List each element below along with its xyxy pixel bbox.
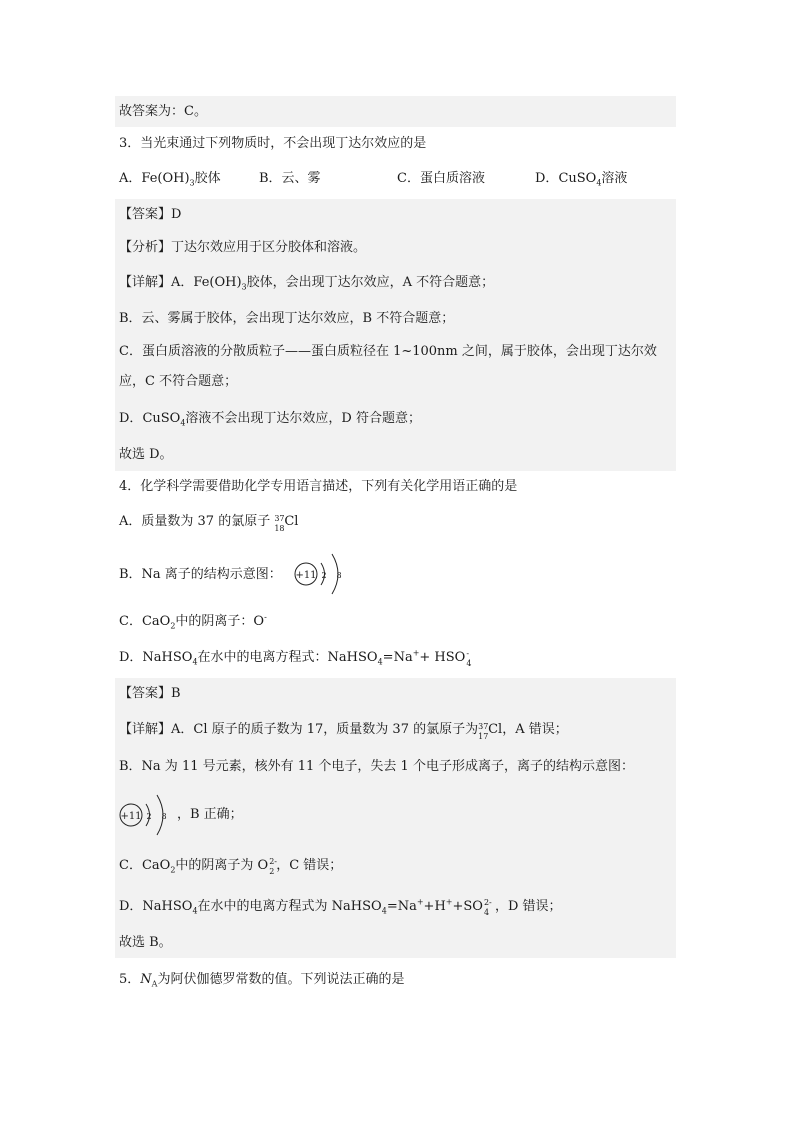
- q3-option-c: C．蛋白质溶液: [397, 171, 485, 186]
- q4-option-d: D．NaHSO$_4$在水中的电离方程式：NaHSO$_4$=Na++ HSO - 4: [119, 648, 472, 668]
- svg-text:+11: +11: [120, 811, 142, 822]
- q3-option-a: A．$Fe(OH)_3$胶体: [119, 171, 221, 188]
- q3-detail-b: B．云、雾属于胶体，会出现丁达尔效应，B 不符合题意；: [119, 311, 455, 326]
- svg-text:2: 2: [321, 571, 327, 580]
- q4-detail-d: D．NaHSO$_4$在水中的电离方程式为 NaHSO$_4$=Na++H++SO 2- 4 ，D 错误；: [119, 897, 562, 917]
- q3-detail-c1: C．蛋白质溶液的分散质粒子——蛋白质粒径在 1~100nm 之间，属于胶体，会出现丁达尔效: [119, 344, 657, 359]
- q3-detail-a: 【详解】A．$Fe(OH)_3$胶体，会出现丁达尔效应，A 不符合题意；: [119, 275, 495, 292]
- q3-option-d: D．CuSO$_4$溶液: [535, 171, 628, 188]
- svg-text:2: 2: [146, 812, 152, 821]
- q4-option-b: B．Na 离子的结构示意图：: [119, 567, 282, 582]
- svg-text:8: 8: [161, 812, 167, 821]
- top-answer-line: 故答案为：C。: [119, 104, 207, 119]
- q4-option-c: C．CaO$_2$中的阴离子：O-: [119, 612, 267, 631]
- q3-answer: 【答案】D: [119, 207, 182, 222]
- svg-text:+11: +11: [295, 570, 317, 581]
- q3-analysis: 【分析】丁达尔效应用于区分胶体和溶液。: [119, 240, 367, 255]
- atom-structure-diagram-detail: [117, 790, 177, 840]
- q4-answer: 【答案】B: [119, 686, 181, 701]
- q3-stem: 3．当光束通过下列物质时，不会出现丁达尔效应的是: [119, 136, 427, 151]
- q4-option-a: A．质量数为 37 的氯原子 37 18 Cl: [119, 514, 299, 533]
- q4-detail-a: 【详解】A．Cl 原子的质子数为 17，质量数为 37 的氯原子为 37 17 Cl，A 错误；: [119, 722, 568, 741]
- svg-text:8: 8: [336, 571, 342, 580]
- q3-detail-d: D．CuSO$_4$溶液不会出现丁达尔效应，D 符合题意；: [119, 411, 421, 428]
- q4-stem: 4．化学科学需要借助化学专用语言描述，下列有关化学用语正确的是: [119, 479, 518, 494]
- q5-stem: 5．$N_A$为阿伏伽德罗常数的值。下列说法正确的是: [119, 972, 405, 989]
- q4-detail-b: B．Na 为 11 号元素，核外有 11 个电子，失去 1 个电子形成离子，离子的结构示意图：: [119, 759, 634, 774]
- q3-detail-c2: 应，C 不符合题意；: [119, 374, 238, 389]
- q3-conclusion: 故选 D。: [119, 447, 173, 462]
- q4-detail-c: C．CaO$_2$中的阴离子为 O 2- 2 ，C 错误；: [119, 857, 343, 876]
- q4-option-a-isotope: 37 18: [274, 514, 285, 533]
- atom-structure-diagram-b: [292, 549, 352, 599]
- q3-option-b: B．云、雾: [259, 171, 321, 186]
- q4-conclusion: 故选 B。: [119, 935, 172, 950]
- q4-detail-b2: ，B 正确；: [177, 807, 243, 822]
